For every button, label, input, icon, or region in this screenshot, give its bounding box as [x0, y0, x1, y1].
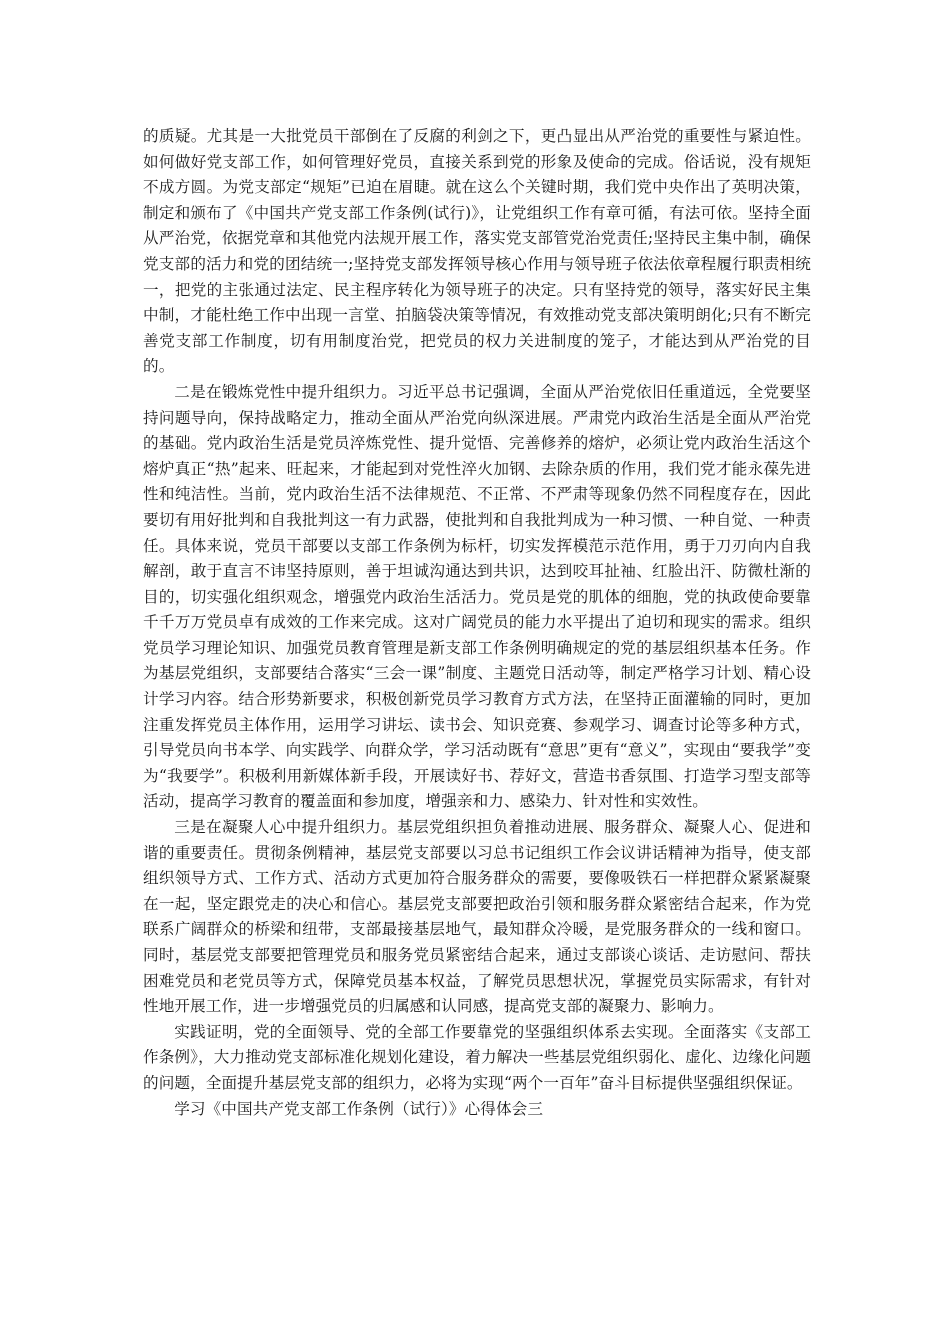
paragraph-cohesion: 三是在凝聚人心中提升组织力。基层党组织担负着推动进展、服务群众、凝聚人心、促进和谐的重要责任。贯彻条例精神，基层党支部要以习总书记组织工作会议讲话精神为指导，使支部组织领导方式、工作方式、活动方式更加符合服务群众的需要，要像吸铁石一样把群众紧紧凝聚在一起，坚定跟党走的决心和信心。基层党支部要把政治引领和服务群众紧密结合起来，作为党联系广阔群众的桥梁和纽带，支部最接基层地气，最知群众冷暖，是党服务群众的一线和窗口。同时，基层党支部要把管理党员和服务党员紧密结合起来，通过支部谈心谈话、走访慰问、帮扶困难党员和老党员等方式，保障党员基本权益，了解党员思想状况，掌握党员实际需求，有针对性地开展工作，进一步增强党员的归属感和认同感，提高党支部的凝聚力、影响力。 — [143, 818, 811, 1016]
document-body — [143, 124, 811, 1122]
paragraph-party-spirit: 二是在锻炼党性中提升组织力。习近平总书记强调，全面从严治党依旧任重道远，全党要坚持问题导向，保持战略定力，推动全面从严治党向纵深进展。严肃党内政治生活是全面从严治党的基础。党内政治生活是党员淬炼党性、提升觉悟、完善修养的熔炉，必须让党内政治生活这个熔炉真正“热”起来、旺起来，才能起到对党性淬火加钢、去除杂质的作用，我们党才能永葆先进性和纯洁性。当前，党内政治生活不法律规范、不正常、不严肃等现象仍然不同程度存在，因此要切有用好批判和自我批判这一有力武器，使批判和自我批判成为一种习惯、一种自觉、一种责任。具体来说，党员干部要以支部工作条例为标杆，切实发挥模范示范作用，勇于刀刃向内自我解剖，敢于直言不讳坚持原则，善于坦诚沟通达到共识，达到咬耳扯袖、红脸出汗、防微杜渐的目的，切实强化组织观念，增强党内政治生活活力。党员是党的肌体的细胞，党的执政使命要靠千千万万党员卓有成效的工作来完成。这对广阔党员的能力水平提出了迫切和现实的需求。组织党员学习理论知识、加强党员教育管理是新支部工作条例明确规定的党的基层组织基本任务。作为基层党组织，支部要结合落实“三会一课”制度、主题党日活动等，制定严格学习计划、精心设计学习内容。结合形势新要求，积极创新党员学习教育方式方法，在坚持正面灌输的同时，更加注重发挥党员主体作用，运用学习讲坛、读书会、知识竞赛、参观学习、调查讨论等多种方式，引导党员向书本学、向实践学、向群众学，学习活动既有“意思”更有“意义”，实现由“要我学”变为“我要学”。积极利用新媒体新手段，开展读好书、荐好文，营造书香氛围、打造学习型支部等活动，提高学习教育的覆盖面和参加度，增强亲和力、感染力、针对性和实效性。 — [143, 382, 811, 811]
paragraph-continuation: 的质疑。尤其是一大批党员干部倒在了反腐的利剑之下，更凸显出从严治党的重要性与紧迫性。如何做好党支部工作，如何管理好党员，直接关系到党的形象及使命的完成。俗话说，没有规矩不成方圆。为党支部定“规矩”已迫在眉睫。就在这么个关键时期，我们党中央作出了英明决策，制定和颁布了《中国共产党支部工作条例(试行)》，让党组织工作有章可循，有法可依。坚持全面从严治党，依据党章和其他党内法规开展工作，落实党支部管党治党责任;坚持民主集中制，确保党支部的活力和党的团结统一;坚持党支部发挥领导核心作用与领导班子依法依章程履行职责相统一，把党的主张通过法定、民主程序转化为领导班子的决定。只有坚持党的领导，落实好民主集中制，才能杜绝工作中出现一言堂、拍脑袋决策等情况，有效推动党支部决策明朗化;只有不断完善党支部工作制度，切有用制度治党，把党员的权力关进制度的笼子，才能达到从严治党的目的。 — [143, 127, 811, 376]
next-article-heading: 学习《中国共产党支部工作条例（试行）》心得体会三 — [174, 1099, 544, 1118]
paragraph-conclusion: 实践证明，党的全面领导、党的全部工作要靠党的坚强组织体系去实现。全面落实《支部工作条例》，大力推动党支部标准化规划化建设，着力解决一些基层党组织弱化、虚化、边缘化问题的问题，全面提升基层党支部的组织力，必将为实现“两个一百年”奋斗目标提供坚强组织保证。 — [143, 1022, 811, 1092]
